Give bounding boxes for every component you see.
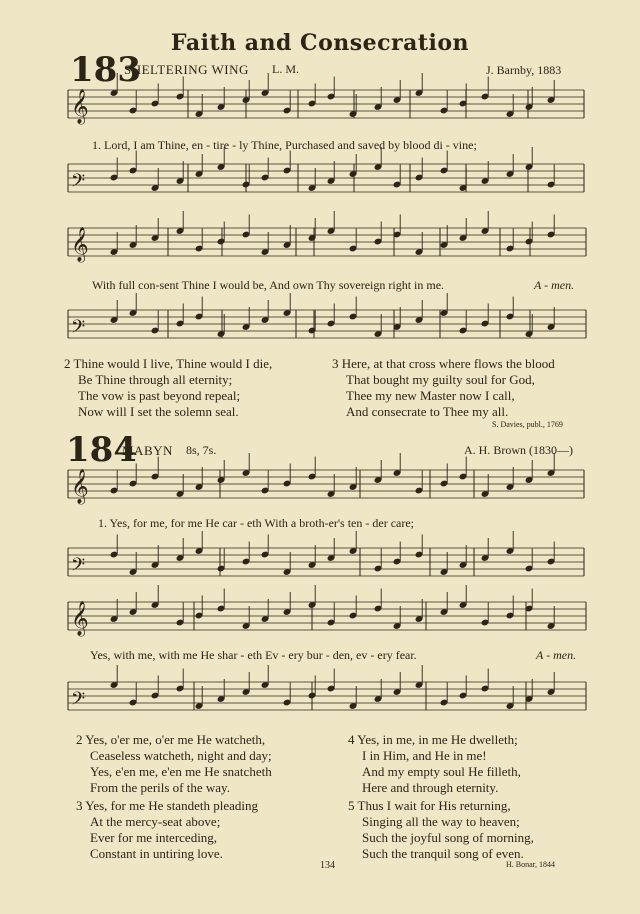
stanza-line: Here and through eternity. [362, 780, 499, 795]
lyric-line: Yes, with me, with me He shar - eth Ev - ery bur - den, ev - ery fear. [90, 648, 417, 662]
lyric-line: 1. Yes, for me, for me He car - eth With a broth-er's ten - der care; [98, 516, 415, 530]
stanza-line: And my empty soul He filleth, [362, 764, 521, 779]
stanza-line: That bought my guilty soul for God, [346, 372, 535, 387]
stanza-line: Singing all the way to heaven; [362, 814, 520, 829]
stanza-line: Such the joyful song of morning, [362, 830, 534, 845]
stanza-line: Constant in untiring love. [90, 846, 223, 861]
stanza-5 [348, 798, 534, 862]
treble-clef-icon: 𝄞 [71, 89, 89, 124]
stanza-line: 4 Yes, in me, in me He dwelleth; [348, 732, 518, 747]
author-credit: S. Davies, publ., 1769 [492, 420, 563, 429]
treble-clef-icon: 𝄞 [71, 227, 89, 262]
stanza-line: At the mercy-seat above; [90, 814, 221, 829]
treble-clef-icon: 𝄞 [71, 469, 89, 504]
composer: A. H. Brown (1830—) [464, 443, 573, 457]
stanza-3 [76, 798, 258, 862]
hymn-number: 183 [70, 50, 141, 90]
composer: J. Barnby, 1883 [486, 63, 562, 77]
lyric-line: With full con-sent Thine I would be, And own Thy sovereign right in me. [92, 278, 445, 292]
stanza-line: 3 Here, at that cross where flows the blood [332, 356, 555, 371]
stanza-3 [332, 356, 555, 420]
stanza-line: 2 Thine would I live, Thine would I die, [64, 356, 273, 371]
bass-clef-icon: 𝄢 [71, 317, 86, 342]
stanza-line: From the perils of the way. [90, 780, 230, 795]
meter: L. M. [272, 62, 299, 76]
section-title: Faith and Consecration [170, 30, 470, 56]
stanza-line: I in Him, and He in me! [362, 748, 487, 763]
stanza-line: Ceaseless watcheth, night and day; [90, 748, 272, 763]
treble-clef-icon: 𝄞 [71, 601, 89, 636]
stanza-line: 3 Yes, for me He standeth pleading [76, 798, 258, 813]
stanza-line: Thee my new Master now I call, [346, 388, 515, 403]
stanza-line: Now will I set the solemn seal. [78, 404, 239, 419]
stanza-2 [76, 732, 272, 796]
meter: 8s, 7s. [186, 443, 217, 457]
amen-label: A - men. [536, 648, 577, 662]
stanza-line: 2 Yes, o'er me, o'er me He watcheth, [76, 732, 266, 747]
lyric-line: 1. Lord, I am Thine, en - tire - ly Thine, Purchased and saved by blood di - vine; [92, 138, 477, 152]
page-number: 134 [320, 860, 335, 871]
stanza-line: Ever for me interceding, [90, 830, 218, 845]
stanza-4 [348, 732, 521, 796]
tune-name: MABYN [122, 443, 173, 458]
bass-clef-icon: 𝄢 [71, 689, 86, 714]
tune-name: SHELTERING WING [124, 62, 249, 77]
stanza-line: 5 Thus I wait for His returning, [348, 798, 511, 813]
author-credit: H. Bonar, 1844 [506, 860, 556, 869]
stanza-line: Yes, e'en me, e'en me He snatcheth [90, 764, 272, 779]
stanza-line: And consecrate to Thee my all. [346, 404, 509, 419]
stanza-line: Be Thine through all eternity; [78, 372, 233, 387]
amen-label: A - men. [534, 278, 575, 292]
stanza-line: Such the tranquil song of even. [362, 846, 524, 861]
bass-clef-icon: 𝄢 [71, 555, 86, 580]
bass-clef-icon: 𝄢 [71, 171, 86, 196]
stanza-line: The vow is past beyond repeal; [78, 388, 241, 403]
hymn-number: 184 [66, 430, 137, 470]
stanza-2 [64, 356, 272, 420]
